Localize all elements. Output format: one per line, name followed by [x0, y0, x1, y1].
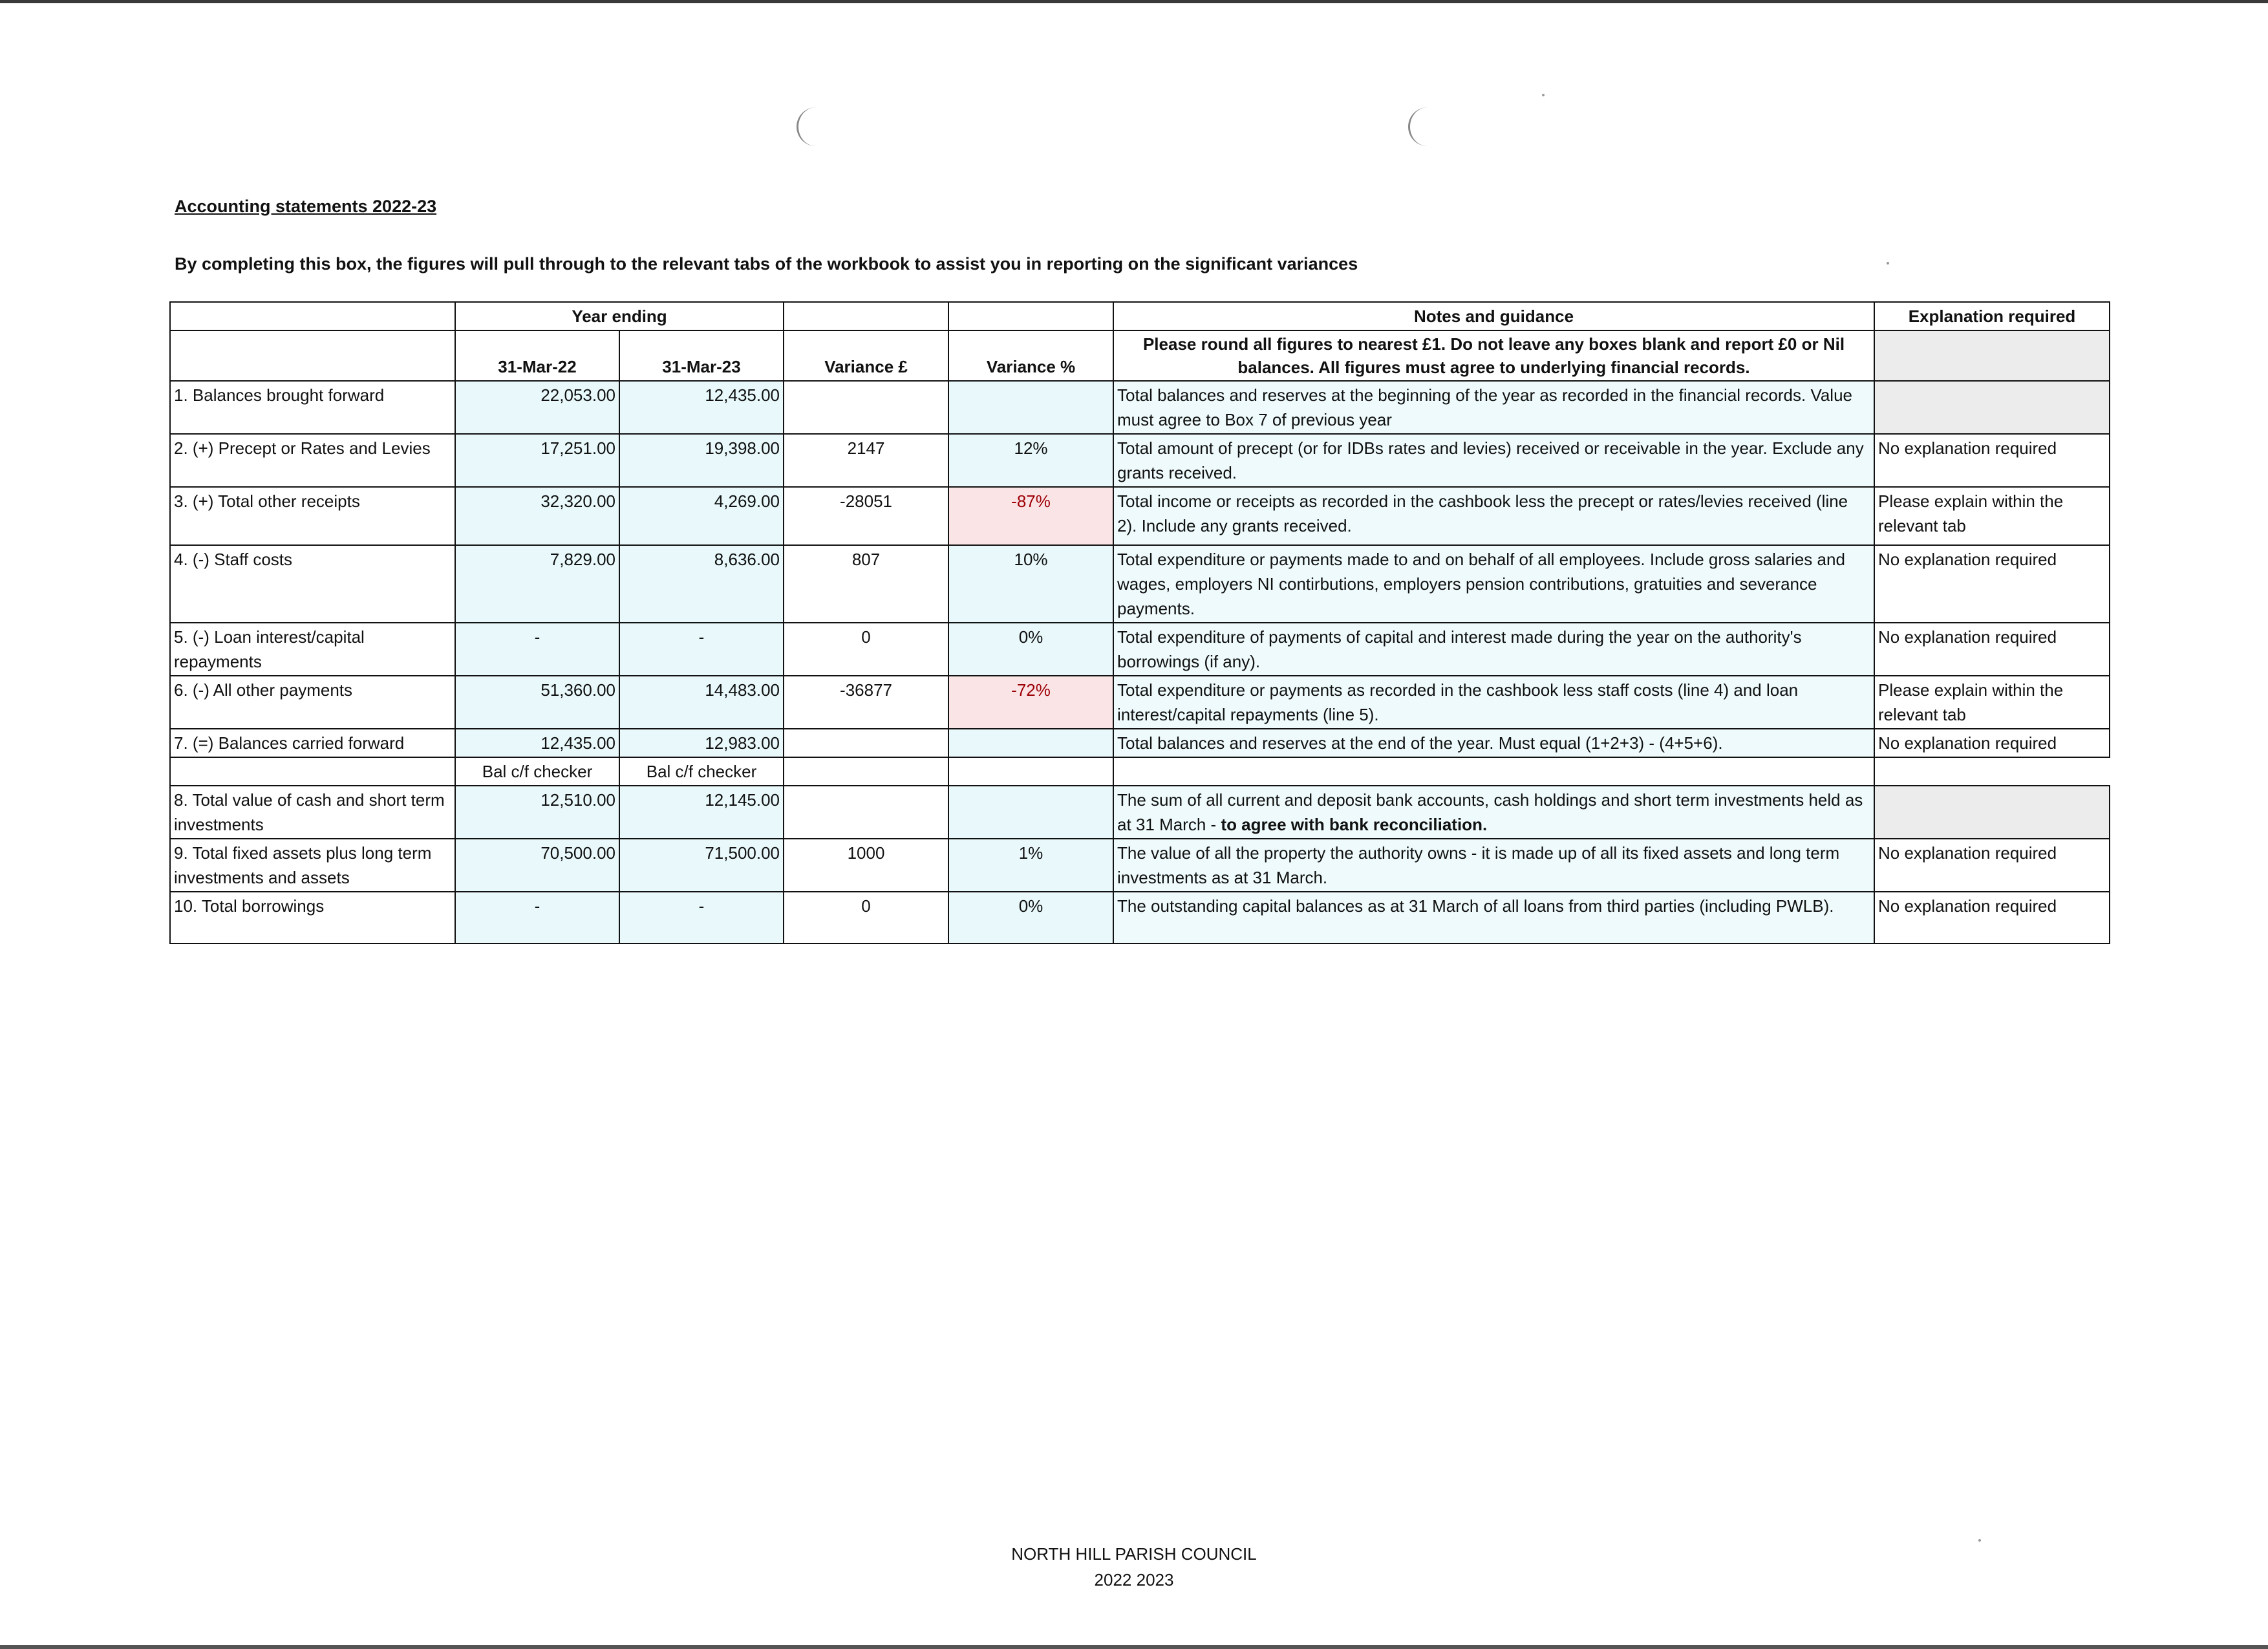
- row-label: 3. (+) Total other receipts: [170, 487, 455, 545]
- explanation: [1874, 381, 2110, 434]
- scan-speck: [1978, 1539, 1981, 1542]
- scan-edge-top: [0, 0, 2268, 3]
- variance-gbp: 1000: [784, 839, 948, 892]
- guidance-note-text: The sum of all current and deposit bank accounts, cash holdings and short term investments held as at 31 March -: [1117, 790, 1863, 834]
- guidance-note: The outstanding capital balances as at 31 March of all loans from third parties (including PWLB).: [1113, 892, 1874, 943]
- variance-gbp: [784, 729, 948, 757]
- variance-gbp: [784, 381, 948, 434]
- scan-speck: [1542, 94, 1545, 96]
- row-label: 4. (-) Staff costs: [170, 545, 455, 623]
- row-label: 7. (=) Balances carried forward: [170, 729, 455, 757]
- explanation: [1874, 786, 2110, 839]
- value-prev: 17,251.00: [455, 434, 619, 487]
- checker-prev: Bal c/f checker: [455, 757, 619, 786]
- checker-blank: [948, 757, 1113, 786]
- row-label: 5. (-) Loan interest/capital repayments: [170, 623, 455, 676]
- table-row: [170, 839, 2110, 892]
- value-prev: -: [455, 623, 619, 676]
- variance-pct: 0%: [948, 892, 1113, 943]
- value-curr: 12,983.00: [619, 729, 784, 757]
- table-row: [170, 434, 2110, 487]
- variance-gbp: 0: [784, 623, 948, 676]
- value-prev: 70,500.00: [455, 839, 619, 892]
- variance-pct: [948, 786, 1113, 839]
- checker-blank: [784, 757, 948, 786]
- header-blank: [948, 302, 1113, 330]
- header-blank: [170, 330, 455, 381]
- row-label: 2. (+) Precept or Rates and Levies: [170, 434, 455, 487]
- value-prev: -: [455, 892, 619, 943]
- document-title: Accounting statements 2022-23: [175, 197, 437, 216]
- explanation: Please explain within the relevant tab: [1874, 487, 2110, 545]
- value-curr: -: [619, 892, 784, 943]
- punch-hole-left-mark: [797, 107, 823, 146]
- checker-row: [170, 757, 2110, 786]
- value-curr: -: [619, 623, 784, 676]
- explanation: No explanation required: [1874, 892, 2110, 943]
- value-prev: 51,360.00: [455, 676, 619, 729]
- checker-blank: [170, 757, 455, 786]
- explanation: No explanation required: [1874, 839, 2110, 892]
- footer-year: 2022 2023: [1094, 1570, 1174, 1590]
- value-curr: 14,483.00: [619, 676, 784, 729]
- guidance-note-emphasis: to agree with bank reconciliation.: [1221, 815, 1488, 834]
- variance-gbp: [784, 786, 948, 839]
- header-notes-instruction: Please round all figures to nearest £1. Do not leave any boxes blank and report £0 or Nil balances. All figures must agree to underlying financial records.: [1113, 330, 1874, 381]
- table-row: [170, 381, 2110, 434]
- value-curr: 19,398.00: [619, 434, 784, 487]
- checker-blank: [1874, 757, 2110, 786]
- row-label: 1. Balances brought forward: [170, 381, 455, 434]
- header-notes: Notes and guidance: [1113, 302, 1874, 330]
- value-prev: 12,510.00: [455, 786, 619, 839]
- header-31-mar-22: 31-Mar-22: [455, 330, 619, 381]
- variance-pct: -72%: [948, 676, 1113, 729]
- header-variance-gbp: Variance £: [784, 330, 948, 381]
- header-variance-pct: Variance %: [948, 330, 1113, 381]
- accounting-statements-table: [169, 301, 2110, 944]
- explanation: No explanation required: [1874, 623, 2110, 676]
- header-row-2: [170, 330, 2110, 381]
- guidance-note: Total balances and reserves at the end of the year. Must equal (1+2+3) - (4+5+6).: [1113, 729, 1874, 757]
- row-label: 8. Total value of cash and short term investments: [170, 786, 455, 839]
- footer-council-name: NORTH HILL PARISH COUNCIL: [1011, 1544, 1257, 1564]
- scan-edge-bottom: [0, 1645, 2268, 1649]
- explanation: No explanation required: [1874, 729, 2110, 757]
- value-curr: 71,500.00: [619, 839, 784, 892]
- table-row: [170, 892, 2110, 943]
- guidance-note: Total expenditure or payments made to and on behalf of all employees. Include gross salaries and wages, employers NI contirbutions, employers pension contributions, gratuities and severance payments.: [1113, 545, 1874, 623]
- table-row: [170, 545, 2110, 623]
- table-row: [170, 623, 2110, 676]
- value-curr: 12,435.00: [619, 381, 784, 434]
- explanation: No explanation required: [1874, 545, 2110, 623]
- document-intro: By completing this box, the figures will pull through to the relevant tabs of the workbook to assist you in reporting on the significant variances: [175, 254, 1358, 274]
- guidance-note: Total income or receipts as recorded in the cashbook less the precept or rates/levies received (line 2). Include any grants received.: [1113, 487, 1874, 545]
- checker-blank: [1113, 757, 1874, 786]
- row-label: 9. Total fixed assets plus long term investments and assets: [170, 839, 455, 892]
- header-explanation: Explanation required: [1874, 302, 2110, 330]
- value-curr: 4,269.00: [619, 487, 784, 545]
- variance-gbp: -28051: [784, 487, 948, 545]
- row-label: 6. (-) All other payments: [170, 676, 455, 729]
- value-curr: 12,145.00: [619, 786, 784, 839]
- header-blank: [170, 302, 455, 330]
- variance-pct: [948, 729, 1113, 757]
- variance-pct: [948, 381, 1113, 434]
- variance-gbp: 807: [784, 545, 948, 623]
- checker-curr: Bal c/f checker: [619, 757, 784, 786]
- guidance-note: Total balances and reserves at the beginning of the year as recorded in the financial records. Value must agree to Box 7 of previous year: [1113, 381, 1874, 434]
- punch-hole-right-mark: [1408, 107, 1435, 146]
- value-prev: 12,435.00: [455, 729, 619, 757]
- variance-pct: 10%: [948, 545, 1113, 623]
- guidance-note: Total amount of precept (or for IDBs rates and levies) received or receivable in the year. Exclude any grants received.: [1113, 434, 1874, 487]
- table-row: [170, 786, 2110, 839]
- table-row: [170, 676, 2110, 729]
- value-curr: 8,636.00: [619, 545, 784, 623]
- guidance-note: The value of all the property the authority owns - it is made up of all its fixed assets and long term investments as at 31 March.: [1113, 839, 1874, 892]
- variance-gbp: -36877: [784, 676, 948, 729]
- variance-pct: -87%: [948, 487, 1113, 545]
- value-prev: 22,053.00: [455, 381, 619, 434]
- guidance-note: Total expenditure of payments of capital and interest made during the year on the authority's borrowings (if any).: [1113, 623, 1874, 676]
- header-year-ending: Year ending: [455, 302, 784, 330]
- explanation: No explanation required: [1874, 434, 2110, 487]
- variance-gbp: 0: [784, 892, 948, 943]
- row-label: 10. Total borrowings: [170, 892, 455, 943]
- header-blank: [784, 302, 948, 330]
- table-row: [170, 487, 2110, 545]
- variance-pct: 0%: [948, 623, 1113, 676]
- variance-gbp: 2147: [784, 434, 948, 487]
- explanation: Please explain within the relevant tab: [1874, 676, 2110, 729]
- guidance-note: Total expenditure or payments as recorded in the cashbook less staff costs (line 4) and loan interest/capital repayments (line 5).: [1113, 676, 1874, 729]
- variance-pct: 12%: [948, 434, 1113, 487]
- header-blank: [1874, 330, 2110, 381]
- variance-pct: 1%: [948, 839, 1113, 892]
- guidance-note: [1113, 786, 1874, 839]
- header-row-1: [170, 302, 2110, 330]
- value-prev: 7,829.00: [455, 545, 619, 623]
- table-row: [170, 729, 2110, 757]
- scan-speck: [1887, 262, 1889, 264]
- value-prev: 32,320.00: [455, 487, 619, 545]
- header-31-mar-23: 31-Mar-23: [619, 330, 784, 381]
